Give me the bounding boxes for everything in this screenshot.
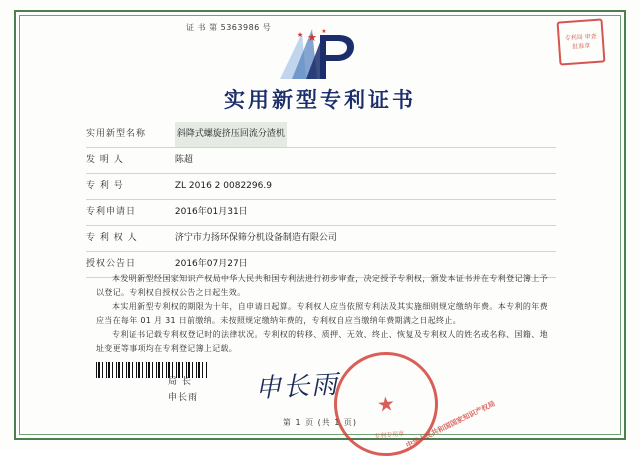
field-row-inventor — [86, 148, 556, 174]
field-row-application-date — [86, 200, 556, 226]
field-label: 发 明 人 — [86, 155, 124, 165]
svg-text:★: ★ — [321, 28, 327, 35]
legal-paragraph-2: 本实用新型专利权的期限为十年，自申请日起算。专利权人应当依照专利法及其实施细则规定缴纳年费。本专利的年费应当在每年 01 月 31 日前缴纳。未按照规定缴纳年费的，专利权自应当缴纳年费期满之日起终止。 — [96, 302, 548, 325]
handwritten-signature: 申长雨 — [254, 369, 340, 405]
director-name-label: 申长雨 — [168, 393, 199, 403]
field-value: 陈超 — [174, 155, 193, 165]
director-label: 局 长 — [168, 377, 192, 387]
field-value: 2016年01月31日 — [174, 207, 248, 217]
page-footer: 第 1 页 (共 1 页) — [282, 418, 358, 427]
legal-paragraph-1: 本发明新型经国家知识产权局中华人民共和国专利法进行初步审查，决定授予专利权，颁发本证书并在专利登记簿上予以登记。专利权自授权公告之日起生效。 — [96, 274, 548, 297]
legal-paragraph-3: 专利证书记载专利权登记时的法律状况。专利权的转移、质押、无效、终止、恢复及专利权人的姓名或名称、国籍、地址变更等事项均在专利登记簿上记载。 — [96, 330, 548, 353]
field-value: 2016年07月27日 — [174, 259, 248, 269]
field-label: 专 利 号 — [86, 181, 124, 191]
field-label: 专 利 权 人 — [86, 233, 138, 243]
field-label: 授权公告日 — [86, 259, 137, 269]
official-round-seal — [329, 347, 497, 461]
field-label: 专利申请日 — [86, 207, 137, 217]
approval-stamp-icon: 专利局 审查 批准章 — [557, 18, 606, 65]
certificate-number: 证 书 第 5363986 号 — [186, 23, 272, 32]
field-value: ZL 2016 2 0082296.9 — [174, 181, 272, 191]
field-row-utility-model-name — [86, 122, 556, 148]
seal-bottom-text: 专利专用章 — [373, 430, 405, 441]
seal-star-icon: ★ — [375, 391, 397, 417]
field-label: 实用新型名称 — [86, 129, 147, 139]
seal-ring-text-label: 中华人民共和国国家知识产权局 — [404, 399, 497, 450]
field-value: 斜降式螺旋挤压回流分渣机 — [175, 122, 287, 147]
field-row-patent-number — [86, 174, 556, 200]
field-row-patentee — [86, 226, 556, 252]
svg-text:★: ★ — [296, 31, 304, 39]
certificate-fields — [86, 122, 556, 278]
field-value: 济宁市力扬环保筛分机设备制造有限公司 — [174, 233, 337, 243]
patent-office-logo-icon — [0, 26, 640, 84]
page-title: 实用新型专利证书 — [224, 88, 416, 112]
legal-body-text — [96, 272, 548, 356]
svg-text:★: ★ — [307, 31, 317, 44]
